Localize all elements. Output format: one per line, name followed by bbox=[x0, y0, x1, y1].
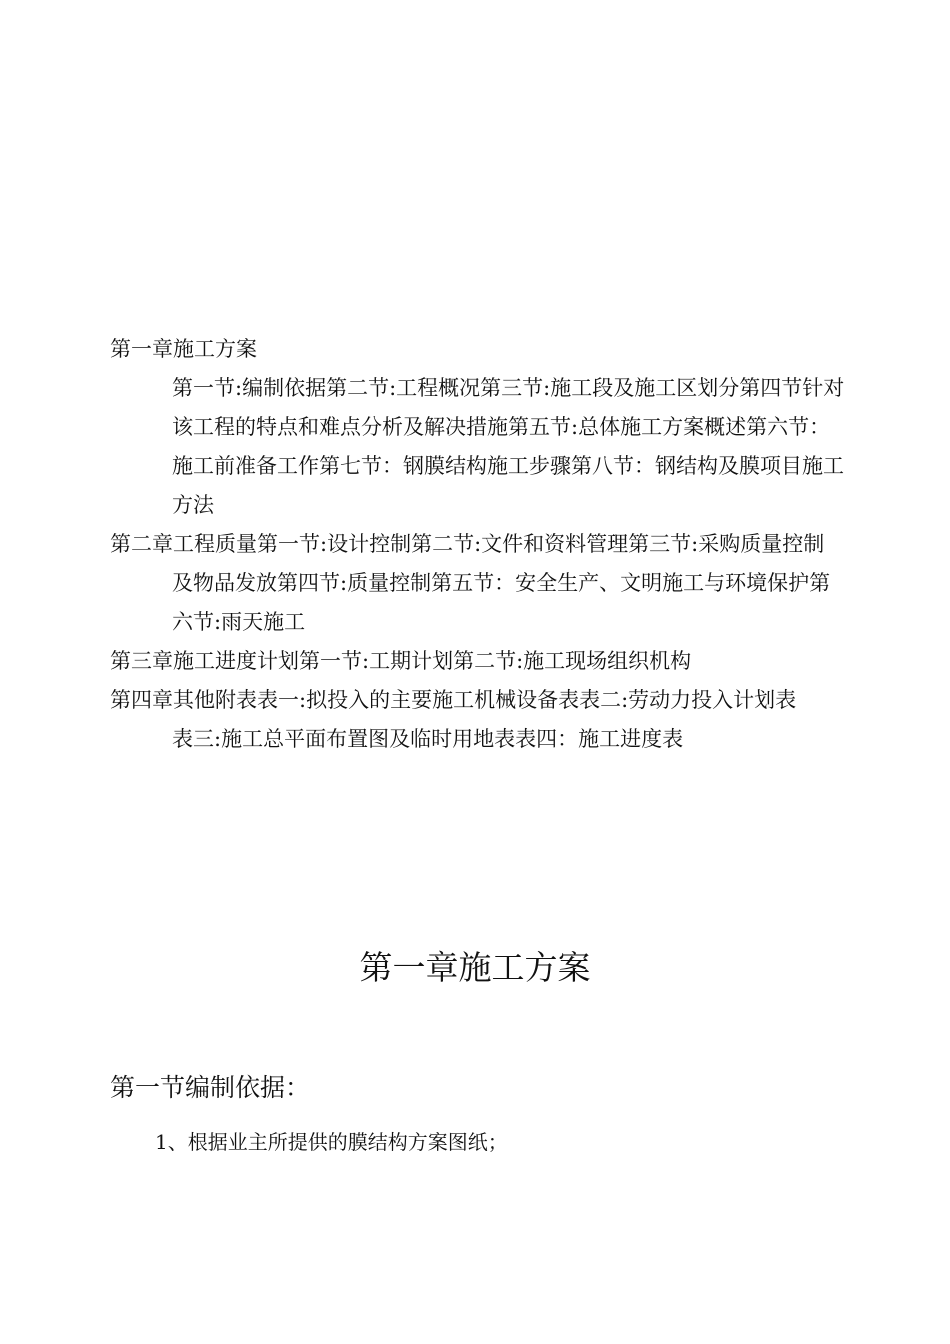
toc-chapter-4-title: 第四章其他附表表一:拟投入的主要施工机械设备表表二:劳动力投入计划表 bbox=[110, 688, 797, 712]
toc-chapter-1-title: 第一章施工方案 bbox=[110, 337, 257, 361]
toc-chapter-2[interactable] bbox=[110, 525, 845, 642]
table-of-contents bbox=[110, 330, 845, 759]
section-heading: 第一节编制依据： bbox=[110, 1073, 311, 1102]
body-paragraph: 1、根据业主所提供的膜结构方案图纸； bbox=[155, 1130, 508, 1154]
toc-chapter-4[interactable] bbox=[110, 681, 845, 759]
toc-chapter-2-title: 第二章工程质量第一节:设计控制第二节:文件和资料管理第三节:采购质量控制及物品发放第四节:质量控制第五节：安全生产、文明施工与环境保护第六节:雨天施工 bbox=[110, 532, 831, 634]
toc-chapter-1[interactable] bbox=[110, 330, 845, 525]
toc-chapter-3[interactable] bbox=[110, 642, 845, 681]
toc-chapter-3-title: 第三章施工进度计划第一节:工期计划第二节:施工现场组织机构 bbox=[110, 649, 692, 673]
chapter-heading: 第一章施工方案 bbox=[359, 948, 591, 987]
toc-chapter-4-sections: 表三:施工总平面布置图及临时用地表表四：施工进度表 bbox=[172, 727, 684, 751]
toc-chapter-1-sections: 第一节:编制依据第二节:工程概况第三节:施工段及施工区划分第四节针对该工程的特点和难点分析及解决措施第五节:总体施工方案概述第六节：施工前准备工作第七节：钢膜结构施工步骤第八节：钢结构及膜项目施工方法 bbox=[172, 376, 845, 517]
